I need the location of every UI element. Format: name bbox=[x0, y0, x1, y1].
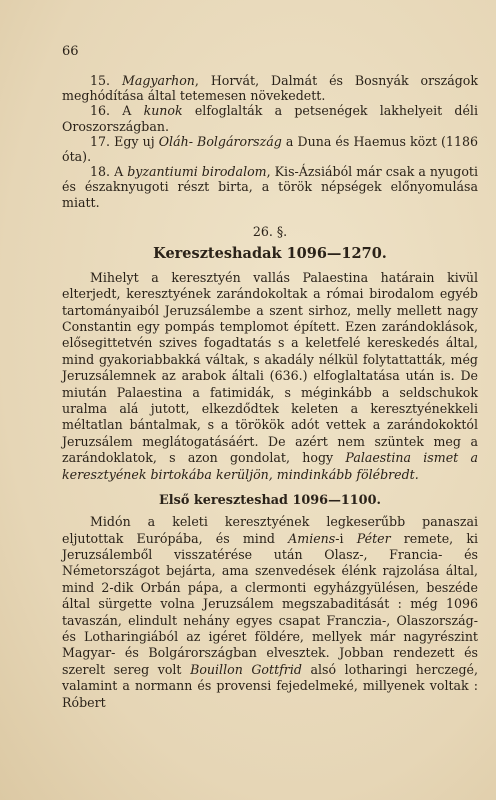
section-number: 26. §. bbox=[252, 223, 288, 239]
item-text: elfoglalták a petsenégek lakhelyeit déli Oroszországban. bbox=[62, 103, 478, 134]
item-text: a Duna és Haemus közt (1186 óta). bbox=[62, 133, 478, 165]
paragraph-text: remete, ki Jeruzsálemből visszatérése után Olasz-, Francia- és Németországot bejárta, ama szenvedések élénk rajzolása által, mind 2-dik Orbán pápa, a clermonti egyházgyülésen, beszéde által sürgette volna Jeruzsálem megszabaditását : még 1096 tavaszán, elindult nehány egyes csapat Franczia-, Olaszország- és Lotharingiából az igéret földére, mellyek már nagyrészint Magyar- és Bolgárországban elvesztek. Jobban rendezett és szerelt sereg volt bbox=[62, 530, 478, 677]
item-number: 17. bbox=[90, 133, 111, 149]
paragraph-text: Mihelyt a keresztyén vallás Palaestina határain kivül elterjedt, keresztyének zarándokoltak a római birodalom egyéb tartományaiból Jeruzsálembe a szent sirhoz, melly mellett nagy Constantin egy pompás templomot épített. Ezen zarándoklások, elősegittetvén szives fogadtatás s a keletfelé kereskedés által, mind gyakoriabbakká váltak, s akadály nélkül folytattatták, még Jeruzsálemnek az arabok általi (636.) elfoglaltatása után is. De miután Palaestina a fatimidák, s méginkább a seldschukok uralma alá jutott, elkezdődtek keleten a keresztyénekkeli méltatlan bántalmak, s a törökök adót vettek a zarándokoktól Jeruzsálem meglátogatásáért. De azért nem szüntek meg a zarándoklatok, s azon gondolat, hogy bbox=[62, 269, 478, 466]
paragraph-emphasis: Péter bbox=[356, 530, 391, 546]
section-paragraph bbox=[62, 270, 478, 483]
list-item-15 bbox=[62, 73, 478, 103]
list-item-18 bbox=[62, 164, 478, 210]
paragraph-emphasis: Amiens bbox=[288, 530, 336, 546]
item-emphasis: kunok bbox=[143, 103, 183, 119]
page-number: 66 bbox=[62, 44, 79, 59]
paragraph-emphasis: Palaestina ismet a keresztyének birtokába kerüljön, mindinkább fölébredt. bbox=[62, 450, 478, 482]
item-emphasis: byzantiumi birodalom bbox=[127, 164, 267, 180]
subsection-paragraph bbox=[62, 514, 478, 711]
list-item-17 bbox=[62, 134, 478, 164]
item-number: 16. bbox=[90, 103, 111, 119]
item-number: 15. bbox=[90, 73, 111, 88]
paragraph-emphasis: Bouillon Gottfrid bbox=[190, 661, 302, 677]
item-prefix: A bbox=[114, 164, 128, 180]
list-item-16 bbox=[62, 103, 478, 133]
item-emphasis: Oláh- Bolgárország bbox=[158, 133, 282, 149]
item-prefix: Egy uj bbox=[114, 133, 159, 149]
item-text: , Kis-Ázsiából már csak a nyugoti és északnyugoti részt birta, a török népségek előnyomulása miatt. bbox=[62, 164, 478, 210]
item-text: , Horvát, Dalmát és Bosnyák országok meghódítása által tetemesen növekedett. bbox=[62, 73, 478, 104]
section-title: Kereszteshadak 1096—1270. bbox=[153, 244, 387, 262]
item-prefix: A bbox=[122, 103, 144, 119]
subsection-title: Első kereszteshad 1096—1100. bbox=[159, 493, 381, 509]
paragraph-text: -i bbox=[335, 530, 357, 546]
item-number: 18. bbox=[90, 164, 111, 180]
item-emphasis: Magyarhon bbox=[121, 73, 195, 88]
paragraph-text: Midón a keleti keresztyének legkeserűbb panaszai eljutottak Európába, és mind bbox=[62, 514, 478, 546]
paragraph-text: alsó lotharingi herczegé, valamint a normann és provensi fejedelmeké, millyenek voltak : Róbert bbox=[62, 661, 479, 710]
